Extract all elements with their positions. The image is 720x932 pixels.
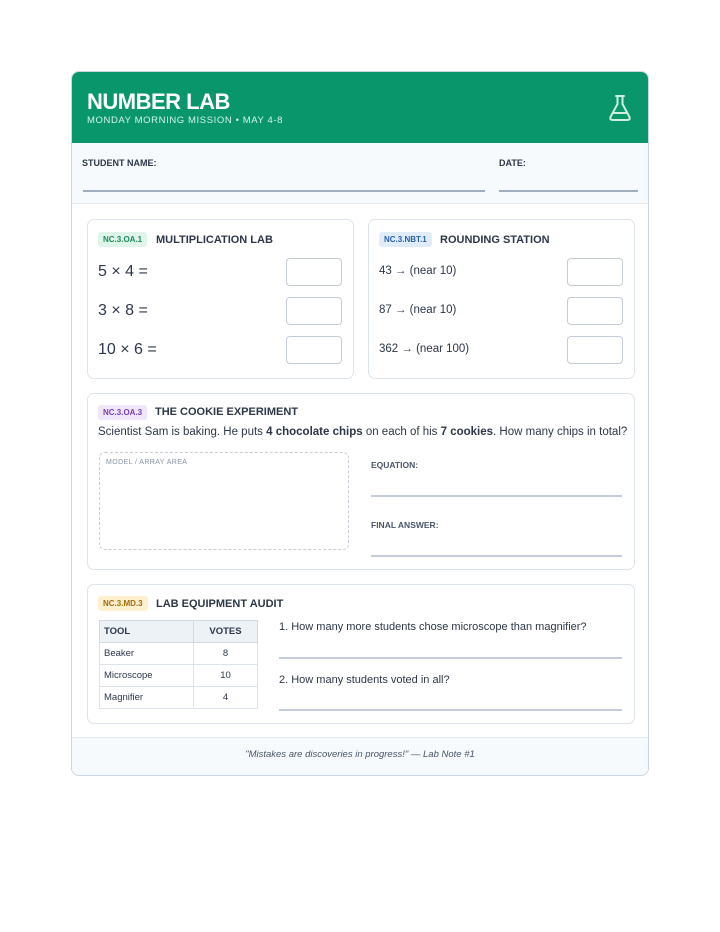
student-name-line[interactable]: [83, 190, 485, 192]
answer-box[interactable]: [567, 297, 623, 325]
votes-cell: 4: [194, 687, 258, 709]
page-subtitle: MONDAY MORNING MISSION • MAY 4-8: [87, 115, 284, 126]
multiplication-lab-card: [87, 219, 354, 379]
page-title: NUMBER LAB: [87, 89, 230, 114]
worksheet: [71, 71, 649, 776]
votes-table: [99, 620, 258, 709]
rounding-problem: 362 → (near 100): [379, 343, 470, 355]
standard-badge: NC.3.OA.3: [98, 405, 147, 420]
equation-line[interactable]: [371, 495, 622, 497]
answer-box[interactable]: [286, 336, 342, 364]
answer-box[interactable]: [567, 258, 623, 286]
rounding-problem: 87 → (near 10): [379, 304, 457, 316]
table-row: [100, 643, 258, 665]
lab-equipment-audit-card: [87, 584, 635, 724]
column-header: TOOL: [100, 621, 194, 643]
rounding-station-card: [368, 219, 635, 379]
section-title: MULTIPLICATION LAB: [156, 234, 273, 246]
equation-label: EQUATION:: [371, 460, 419, 470]
student-name-label: STUDENT NAME:: [82, 158, 157, 168]
header-banner: [72, 72, 648, 143]
footer-quote: "Mistakes are discoveries in progress!" — Lab Note #1: [245, 749, 475, 760]
answer-line[interactable]: [279, 709, 622, 711]
math-problem: 10 × 6 =: [98, 341, 157, 358]
date-line[interactable]: [499, 190, 638, 192]
votes-cell: 8: [194, 643, 258, 665]
table-row: [100, 687, 258, 709]
footer: [72, 737, 648, 775]
student-info-bar: [72, 143, 648, 204]
standard-badge: NC.3.NBT.1: [379, 232, 432, 247]
answer-box[interactable]: [286, 297, 342, 325]
final-answer-label: FINAL ANSWER:: [371, 520, 439, 530]
rounding-problem: 43 → (near 10): [379, 265, 457, 277]
section-title: THE COOKIE EXPERIMENT: [155, 406, 299, 418]
final-answer-line[interactable]: [371, 555, 622, 557]
flask-icon: [608, 94, 632, 122]
date-label: DATE:: [499, 158, 526, 168]
answer-line[interactable]: [279, 657, 622, 659]
section-title: ROUNDING STATION: [440, 234, 550, 246]
tool-cell: Beaker: [100, 643, 194, 665]
answer-box[interactable]: [567, 336, 623, 364]
section-title: LAB EQUIPMENT AUDIT: [156, 598, 284, 610]
model-area-label: MODEL / ARRAY AREA: [106, 459, 188, 466]
math-problem: 5 × 4 =: [98, 263, 148, 280]
column-header: VOTES: [194, 621, 258, 643]
tool-cell: Microscope: [100, 665, 194, 687]
question-text: 2. How many students voted in all?: [279, 674, 450, 686]
math-problem: 3 × 8 =: [98, 302, 148, 319]
table-row: [100, 665, 258, 687]
model-array-area[interactable]: [99, 452, 349, 550]
cookie-experiment-card: [87, 393, 635, 570]
votes-cell: 10: [194, 665, 258, 687]
question-text: 1. How many more students chose microscope than magnifier?: [279, 621, 587, 633]
tool-cell: Magnifier: [100, 687, 194, 709]
standard-badge: NC.3.OA.1: [98, 232, 147, 247]
answer-box[interactable]: [286, 258, 342, 286]
standard-badge: NC.3.MD.3: [98, 596, 148, 611]
word-problem: Scientist Sam is baking. He puts 4 chocolate chips on each of his 7 cookies. How many chips in total?: [98, 426, 628, 438]
